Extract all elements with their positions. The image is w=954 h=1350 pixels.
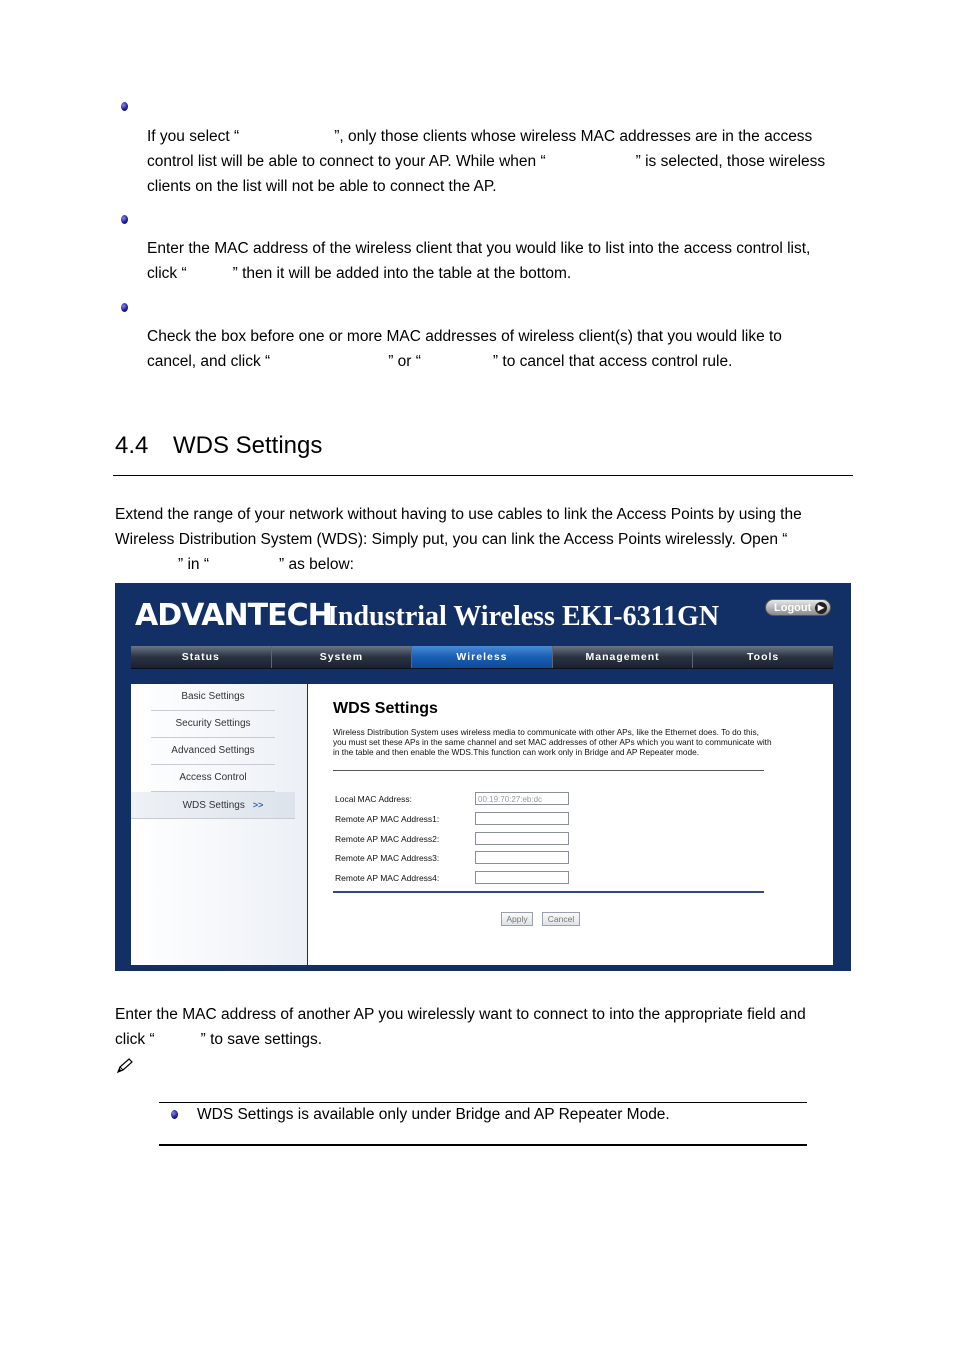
tab-management[interactable]: Management: [553, 646, 694, 668]
sidebar-item-advanced-settings[interactable]: Advanced Settings: [151, 738, 275, 765]
local-mac-row: Local MAC Address: 00:19:70:27:eb:dc: [335, 792, 575, 807]
app-title: Industrial Wireless EKI-6311GN: [327, 601, 720, 632]
apply-instruction-paragraph: Enter the MAC address of another AP you wirelessly want to connect to into the appropriate field and click “ ” to save settings.: [115, 1006, 806, 1048]
cancel-button[interactable]: Cancel: [542, 912, 580, 926]
remote-mac-1-input[interactable]: [475, 812, 569, 825]
remote-mac-4-input[interactable]: [475, 871, 569, 884]
double-chevron-right-icon: >>: [252, 800, 264, 810]
remote-mac-row: Remote AP MAC Address4:: [335, 871, 575, 886]
sidebar-item-basic-settings[interactable]: Basic Settings: [151, 684, 275, 711]
sidebar-item-wds-settings[interactable]: WDS Settings >>: [131, 792, 295, 819]
bullet-icon: [121, 215, 128, 224]
mac-address-paragraph: Enter the MAC address of the wireless client that you would like to list into the access control list, click “ ” then it will be added into the table at the bottom.: [147, 240, 811, 282]
local-mac-field: 00:19:70:27:eb:dc: [475, 792, 569, 805]
section-heading: [115, 432, 322, 460]
delete-rule-paragraph: Check the box before one or more MAC addresses of wireless client(s) that you would like to cancel, and click “ ” or “ ” to cancel that access control rule.: [147, 328, 782, 370]
arrow-right-icon: ▶: [815, 602, 827, 614]
divider: [333, 891, 764, 893]
access-policy-paragraph: If you select “ ”, only those clients whose wireless MAC addresses are in the access control list will be able to connect to your AP. While when “ ” is selected, those wireless clients on the list will not be able to connect the AP.: [147, 128, 826, 195]
tab-tools[interactable]: Tools: [747, 651, 780, 663]
remote-mac-row: Remote AP MAC Address2:: [335, 832, 575, 847]
intro-paragraph: Extend the range of your network without having to use cables to link the Access Points by using the Wireless Distribution System (WDS): Simply put, you can link the Access Points wirelessly. Open “ ” in “ ” as below:: [115, 506, 802, 573]
remote-mac-row: Remote AP MAC Address1:: [335, 812, 575, 827]
section-title: WDS Settings: [173, 432, 323, 459]
tab-wireless[interactable]: Wireless: [412, 646, 553, 668]
logout-label: Logout: [774, 602, 812, 614]
main-nav: [131, 646, 833, 669]
page-title: WDS Settings: [333, 700, 438, 717]
bullet-icon: [121, 102, 128, 111]
logout-button[interactable]: [765, 599, 831, 616]
section-number: 4.4: [115, 432, 149, 459]
advantech-logo: ADVANTECH: [135, 598, 332, 633]
sidebar: [131, 684, 307, 965]
heading-rule: [113, 475, 853, 476]
remote-mac-row: Remote AP MAC Address3:: [335, 851, 575, 866]
wds-settings-screenshot: [115, 583, 851, 971]
remote-mac-2-input[interactable]: [475, 832, 569, 845]
divider: [333, 770, 764, 771]
page-description: Wireless Distribution System uses wireless media to communicate with other APs, like the Ethernet does. To do this, you must set these APs in the same channel and set MAC addresses of other APs which you want to communicate with in the table and then enable the WDS.This function can work only in Bridge and AP Repeater mode.: [333, 727, 772, 757]
tab-status[interactable]: Status: [131, 646, 272, 668]
apply-button[interactable]: Apply: [501, 912, 533, 926]
sidebar-item-access-control[interactable]: Access Control: [151, 765, 275, 792]
note-box: [159, 1102, 807, 1146]
bullet-icon: [171, 1110, 178, 1119]
tab-system[interactable]: System: [272, 646, 413, 668]
content-panel: [308, 684, 833, 965]
remote-mac-3-input[interactable]: [475, 851, 569, 864]
pencil-icon: [116, 1058, 134, 1074]
bullet-icon: [121, 303, 128, 312]
note-text: WDS Settings is available only under Bridge and AP Repeater Mode.: [197, 1106, 670, 1123]
sidebar-item-security-settings[interactable]: Security Settings: [151, 711, 275, 738]
